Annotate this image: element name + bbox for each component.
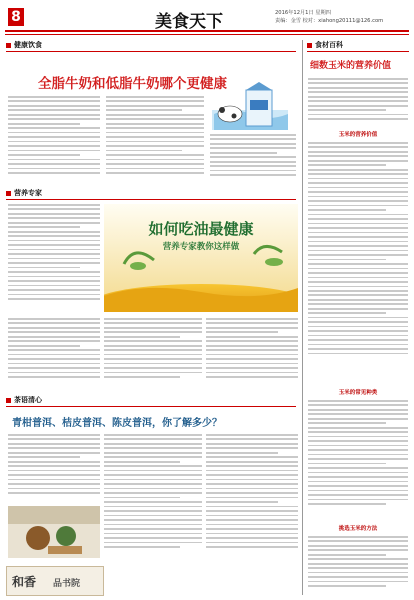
article-text-col6 [206,318,298,388]
headline-corn: 细数玉米的营养价值 [310,61,392,71]
section-rule [307,51,409,52]
subhead-corn-types: 玉米的常见种类 [338,390,378,396]
article-text-col3 [210,134,296,184]
tea-photo-image [8,506,100,558]
section-tag-health-diet: 健康饮食 [6,40,42,50]
header-divider [5,30,409,32]
tag-marker-icon [6,43,11,48]
corn-nutrition-text [308,142,408,384]
column-divider [302,40,303,595]
article-text-col1 [8,96,100,184]
article-text-col8 [104,434,202,564]
section-tag-ingredients: 食材百科 [307,40,343,50]
section-tag-tea: 茶语清心 [6,395,42,405]
ad-strip [6,566,104,596]
ad-brand: 和香 [12,575,37,589]
ad-brand-sub: 品书院 [53,579,81,589]
banner-title: 如何吃油最健康 [148,220,254,238]
article-text-col9 [206,434,298,564]
section-rule [6,406,296,407]
headline-milk: 全脂牛奶和低脂牛奶哪个更健康 [38,76,227,92]
date-line: 2016年12月1日 星期四 [275,10,331,16]
section-title: 美食天下 [155,12,223,32]
oil-banner [104,204,298,312]
tea-photo [8,506,100,558]
article-text-col7 [8,434,100,502]
section-rule [6,51,296,52]
corn-intro-text [308,78,408,128]
banner-subtitle: 营养专家教你这样做 [162,242,240,252]
article-text-col5 [104,318,202,388]
staff-line: 责编：金雪 校对：xiahong20111@126.com [275,18,384,24]
headline-tea: 青柑普洱、桔皮普洱、陈皮普洱，你了解多少？ [12,418,222,429]
tag-marker-icon [6,191,11,196]
subhead-choosing-corn: 挑选玉米的方法 [338,526,378,532]
article-text-col2 [106,96,204,184]
header-divider-thin [5,34,409,35]
subhead-nutrition: 玉米的营养价值 [338,132,378,138]
milk-illustration [212,80,288,130]
corn-choosing-text [308,536,408,594]
tag-marker-icon [6,398,11,403]
page-number: 8 [8,8,24,26]
page-header [5,6,409,30]
section-rule [6,199,296,200]
milk-carton-icon [212,80,288,130]
section-tag-nutrition-expert: 营养专家 [6,188,42,198]
corn-types-text [308,400,408,520]
article-text-col4b [8,318,100,388]
article-text-col4 [8,204,100,312]
tag-marker-icon [307,43,312,48]
